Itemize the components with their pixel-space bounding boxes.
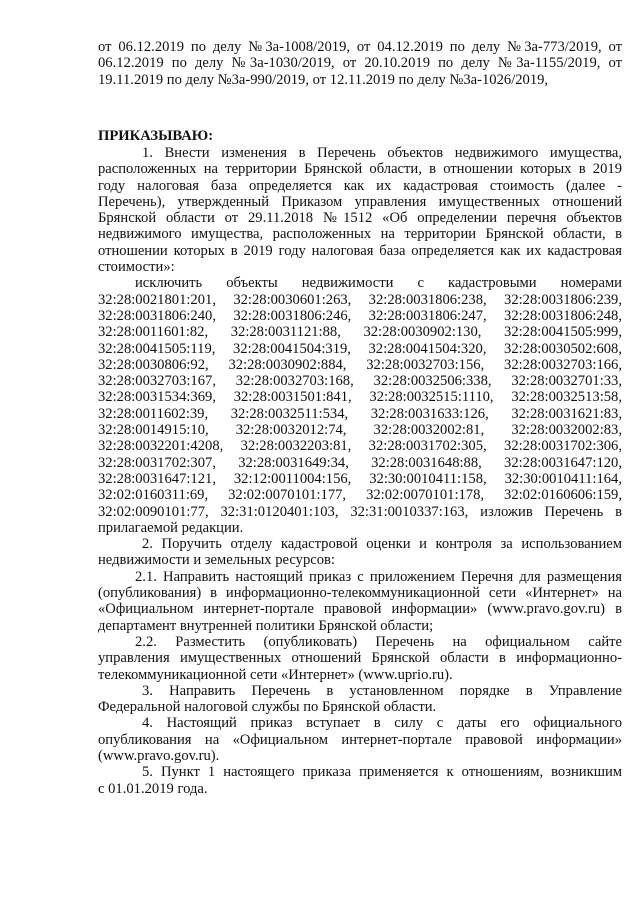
- text-line: (www.pravo.gov.ru).: [98, 747, 220, 764]
- text-line: 32:28:0041505:119, 32:28:0041504:319, 32:28:0041504:320, 32:28:0030502:608,: [98, 340, 622, 357]
- text-line: недвижимого имущества, расположенных на территории Брянской области, в: [98, 226, 622, 243]
- text-line: 32:28:0032201:4208, 32:28:0032203:81, 32:28:0031702:305, 32:28:0031702:306,: [98, 438, 622, 455]
- text-line: 32:28:0031647:121, 32:12:0011004:156, 32:30:0010411:158, 32:30:0010411:164,: [98, 470, 622, 487]
- text-line: 2. Поручить отделу кадастровой оценки и контроля за использованием: [142, 536, 622, 553]
- order-heading: ПРИКАЗЫВАЮ:: [98, 128, 214, 144]
- cadastral-numbers-paragraph: [98, 275, 622, 536]
- order-body: [98, 145, 622, 797]
- text-line: стоимости»:: [98, 259, 175, 276]
- text-line: исключить объекты недвижимости с кадастровыми номерами: [135, 275, 622, 292]
- text-line: 5. Пункт 1 настоящего приказа применяется к отношениям, возникшим: [142, 764, 622, 781]
- text-line: недвижимости и земельных ресурсов:: [98, 552, 335, 569]
- text-line: году налоговая база определяется как их кадастровая стоимость (далее -: [98, 177, 622, 194]
- item-5-paragraph: [98, 764, 622, 797]
- text-line: 32:28:0031702:307, 32:28:0031649:34, 32:28:0031648:88, 32:28:0031647:120,: [98, 454, 622, 471]
- text-line: департамент внутренней политики Брянской области;: [98, 617, 434, 634]
- text-line: Федеральной налоговой службы по Брянской области.: [98, 699, 437, 716]
- item-2-1-paragraph: [98, 569, 622, 634]
- text-line: опубликования на «Официальном интернет-портале правовой информации»: [98, 731, 622, 748]
- text-line: 32:28:0014915:10, 32:28:0032012:74, 32:28:0032002:81, 32:28:0032002:83,: [98, 422, 622, 439]
- text-line: 06.12.2019 по делу №3а-1030/2019, от 20.10.2019 по делу №3а-1155/2019, от: [98, 55, 622, 72]
- text-line: (опубликования) в информационно-телекоммуникационной сети «Интернет» на: [98, 585, 622, 602]
- text-line: 1. Внести изменения в Перечень объектов недвижимого имущества,: [142, 145, 622, 161]
- text-line: телекоммуникационной сети «Интернет» (www.uprio.ru).: [98, 666, 453, 683]
- text-line: 2.2. Разместить (опубликовать) Перечень на официальном сайте: [135, 633, 622, 650]
- court-cases-paragraph: [98, 39, 622, 88]
- text-line: Перечень), утвержденный Приказом управления имущественных отношений: [98, 193, 622, 210]
- text-line: Брянской области от 29.11.2018 №1512 «Об определении перечня объектов: [98, 210, 622, 227]
- text-line: отношении которых в 2019 году налоговая база определяется как их кадастровая: [98, 242, 622, 259]
- text-line: 32:02:0160311:69, 32:02:0070101:177, 32:02:0070101:178, 32:02:0160606:159,: [98, 487, 622, 504]
- item-2-paragraph: [98, 536, 622, 569]
- text-line: 32:28:0011602:39, 32:28:0032511:534, 32:28:0031633:126, 32:28:0031621:83,: [98, 405, 622, 422]
- text-line: 32:28:0030806:92, 32:28:0030902:884, 32:28:0032703:156, 32:28:0032703:166,: [98, 356, 622, 373]
- text-line: расположенных на территории Брянской области, в отношении которых в 2019: [98, 161, 622, 178]
- text-line: управления имущественных отношений Брянской области в информационно-: [98, 650, 622, 667]
- text-line: 32:28:0011601:82, 32:28:0031121:88, 32:28:0030902:130, 32:28:0041505:999,: [98, 324, 622, 341]
- text-line: от 06.12.2019 по делу №3а-1008/2019, от 04.12.2019 по делу №3а-773/2019, от: [98, 39, 622, 55]
- text-line: с 01.01.2019 года.: [98, 780, 208, 797]
- text-line: 32:28:0031534:369, 32:28:0031501:841, 32:28:0032515:1110, 32:28:0032513:58,: [98, 389, 622, 406]
- text-line: 3. Направить Перечень в установленном порядке в Управление: [142, 682, 622, 699]
- item-4-paragraph: [98, 715, 622, 764]
- text-line: 32:02:0090101:77, 32:31:0120401:103, 32:31:0010337:163, изложив Перечень в: [98, 503, 622, 520]
- text-line: 32:28:0021801:201, 32:28:0030601:263, 32:28:0031806:238, 32:28:0031806:239,: [98, 291, 622, 308]
- text-line: 19.11.2019 по делу №3а-990/2019, от 12.11.2019 по делу №3а-1026/2019,: [98, 71, 549, 88]
- text-line: 4. Настоящий приказ вступает в силу с даты его официального: [142, 715, 622, 732]
- item-3-paragraph: [98, 683, 622, 716]
- text-line: 32:28:0032703:167, 32:28:0032703:168, 32:28:0032506:338, 32:28:0032701:33,: [98, 373, 622, 390]
- text-line: 32:28:0031806:240, 32:28:0031806:246, 32:28:0031806:247, 32:28:0031806:248,: [98, 307, 622, 324]
- text-line: прилагаемой редакции.: [98, 519, 244, 536]
- item-1-paragraph: [98, 145, 622, 275]
- text-line: 2.1. Направить настоящий приказ с приложением Перечня для размещения: [135, 568, 622, 585]
- text-line: «Официальном интернет-портале правовой информации» (www.pravo.gov.ru) в: [98, 601, 622, 618]
- item-2-2-paragraph: [98, 634, 622, 683]
